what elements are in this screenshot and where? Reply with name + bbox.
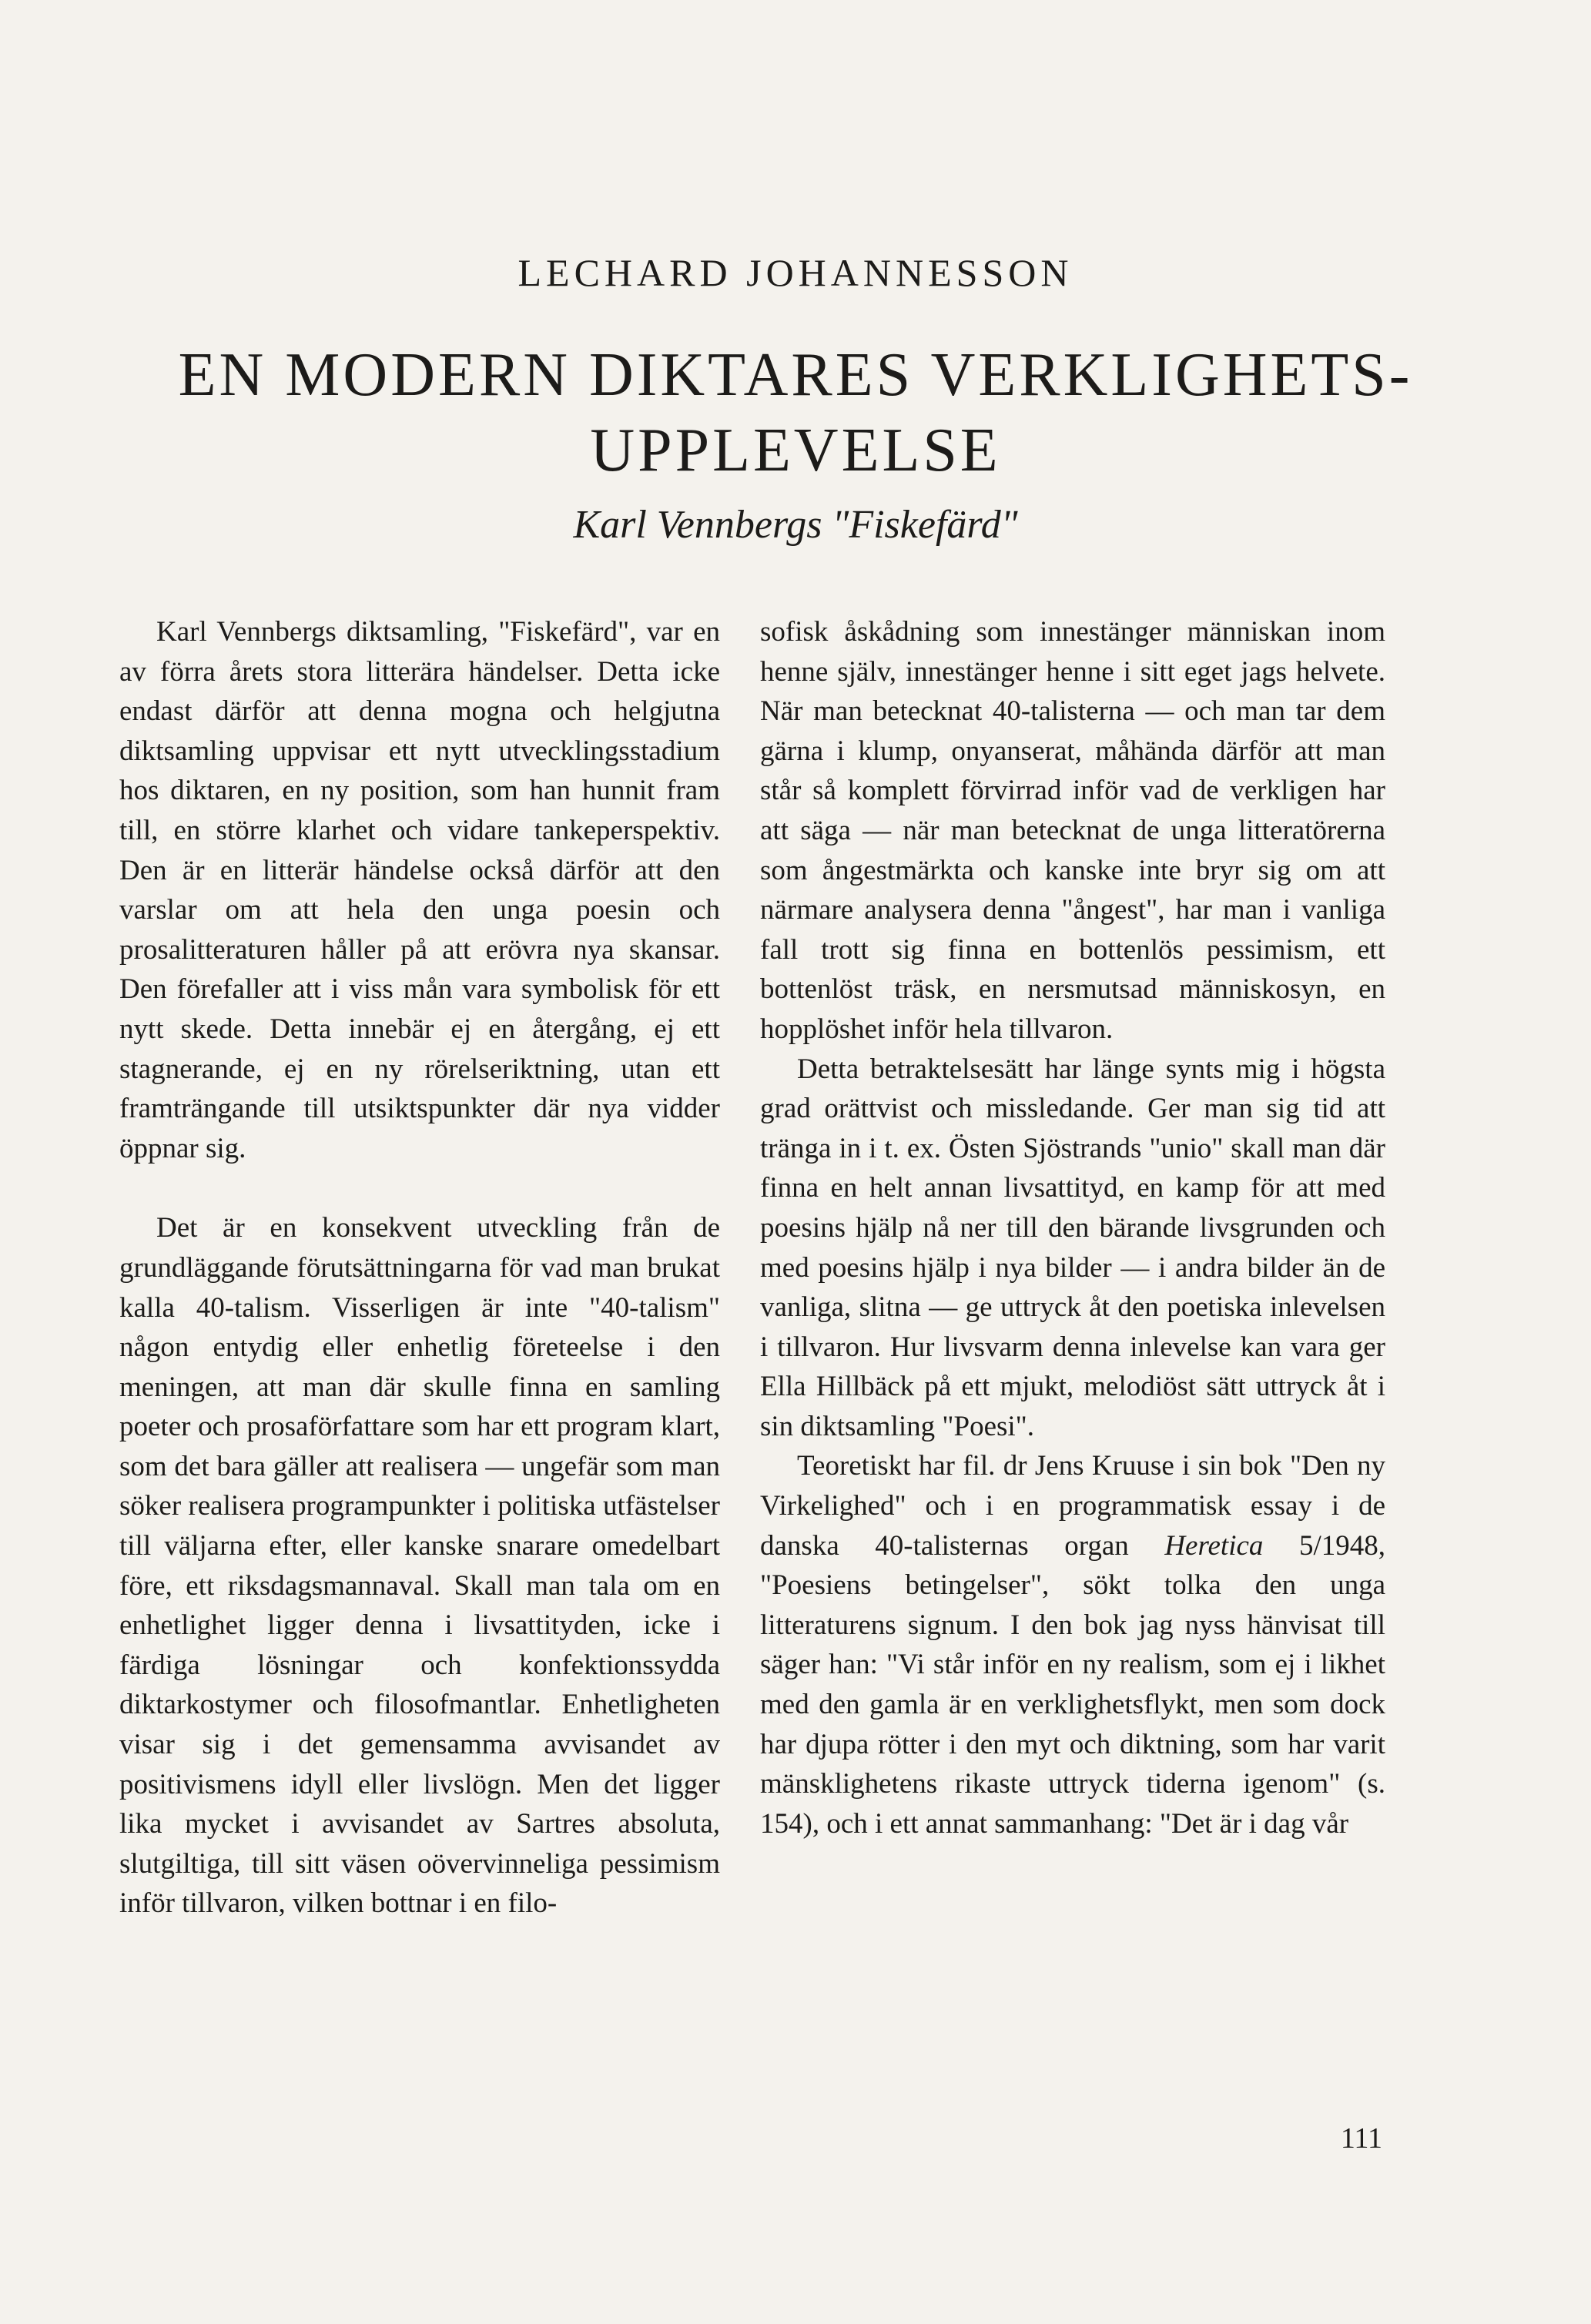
paragraph-text: 5/1948, "Poesiens betingelser", sökt tolka den unga litteraturens signum. I den bok jag nyss hänvisat till säger han: "Vi står inför en ny realism, som ej i likhet med den gamla är en verklighetsflykt, men som dock har djupa rötter i den myt och diktning, som har varit mänsklighetens rikaste uttryck tiderna igenom" (s. 154), och i ett annat sammanhang: "Det är i dag vår — [760, 1529, 1385, 1840]
page-number: 111 — [1340, 2122, 1382, 2155]
article-subtitle: Karl Vennbergs "Fiskefärd" — [573, 503, 1018, 547]
paragraph: Karl Vennbergs diktsamling, "Fiskefärd", var en av förra årets stora litterära händelser. Detta icke endast därför att denna mogna och helgjutna diktsamling uppvisar ett nytt utvecklingsstadium hos diktaren, en ny position, som han hunnit fram till, en större klarhet och vidare tankeperspektiv. Den är en litterär händelse också därför att den varslar om att hela den unga poesin och prosalitteraturen håller på att erövra nya skansar. Den förefaller att i viss mån vara symbolisk för ett nytt skede. Detta innebär ej en återgång, ej ett stagnerande, ej en ny rörelseriktning, utan ett framträngande till utsiktspunkter där nya vidder öppnar sig. — [119, 616, 720, 1164]
right-column — [760, 612, 1385, 1843]
journal-name: Heretica — [1164, 1529, 1264, 1562]
paragraph — [760, 1446, 1385, 1843]
article-title: EN MODERN DIKTARES VERKLIGHETS-UPPLEVELSE — [178, 341, 1413, 484]
paragraph: Detta betraktelsesätt har länge synts mig i högsta grad orättvist och missledande. Ger man sig tid att tränga in i t. ex. Östen Sjöstrands "unio" skall man där finna en helt annan livsattityd, en kamp för att med poesins hjälp nå ner till den bärande livsgrunden och med poesins hjälp i nya bilder — i andra bilder än de vanliga, slitna — ge uttryck åt den poetiska inlevelsen i tillvaron. Hur livsvarm denna inlevelse kan vara ger Ella Hillbäck på ett mjukt, melodiöst sätt uttryck åt i sin diktsamling "Poesi". — [760, 1053, 1385, 1442]
paragraph-text: Teoretiskt har fil. dr Jens Kruuse i sin bok "Den ny Virkelighed" och i en programmatisk essay i de danska 40-talisternas organ — [760, 1450, 1385, 1562]
paragraph: Det är en konsekvent utveckling från de grundläggande förutsättningarna för vad man brukat kalla 40-talism. Visserligen är inte "40-talism" någon entydig eller enhetlig företeelse i den meningen, att man där skulle finna en samling poeter och prosaförfattare som har ett program klart, som det bara gäller att realisera — ungefär som man söker realisera programpunkter i politiska utfästelser till väljarna efter, eller kanske snarare omedelbart före, ett riksdagsmannaval. Skall man tala om en enhetlighet ligger denna i livsattityden, icke i färdiga lösningar och konfektionssydda diktarkostymer och filosofmantlar. Enhetligheten visar sig i det gemensamma avvisandet av positivismens idyll eller livslögn. Men det ligger lika mycket i avvisandet av Sartres absoluta, slutgiltiga, till sitt väsen oövervinneliga pessimism inför tillvaron, vilken bottnar i en filo- — [119, 1212, 720, 1920]
left-column — [119, 612, 720, 1924]
paragraph-continuation: sofisk åskådning som innestänger människan inom henne själv, innestänger henne i sitt eget jags helvete. När man betecknat 40-talisterna — och man tar dem gärna i klump, onyanserat, måhända därför att man står så komplett förvirrad inför vad de verkligen har att säga — när man betecknat de unga litteratörerna som ångestmärkta och kanske inte bryr sig om att närmare analysera denna "ångest", har man i vanliga fall trott sig finna en bottenlös pessimism, ett bottenlöst träsk, en nersmutsad människosyn, en hopplöshet inför hela tillvaron. — [760, 616, 1385, 1045]
article-author: LECHARD JOHANNESSON — [517, 251, 1074, 294]
